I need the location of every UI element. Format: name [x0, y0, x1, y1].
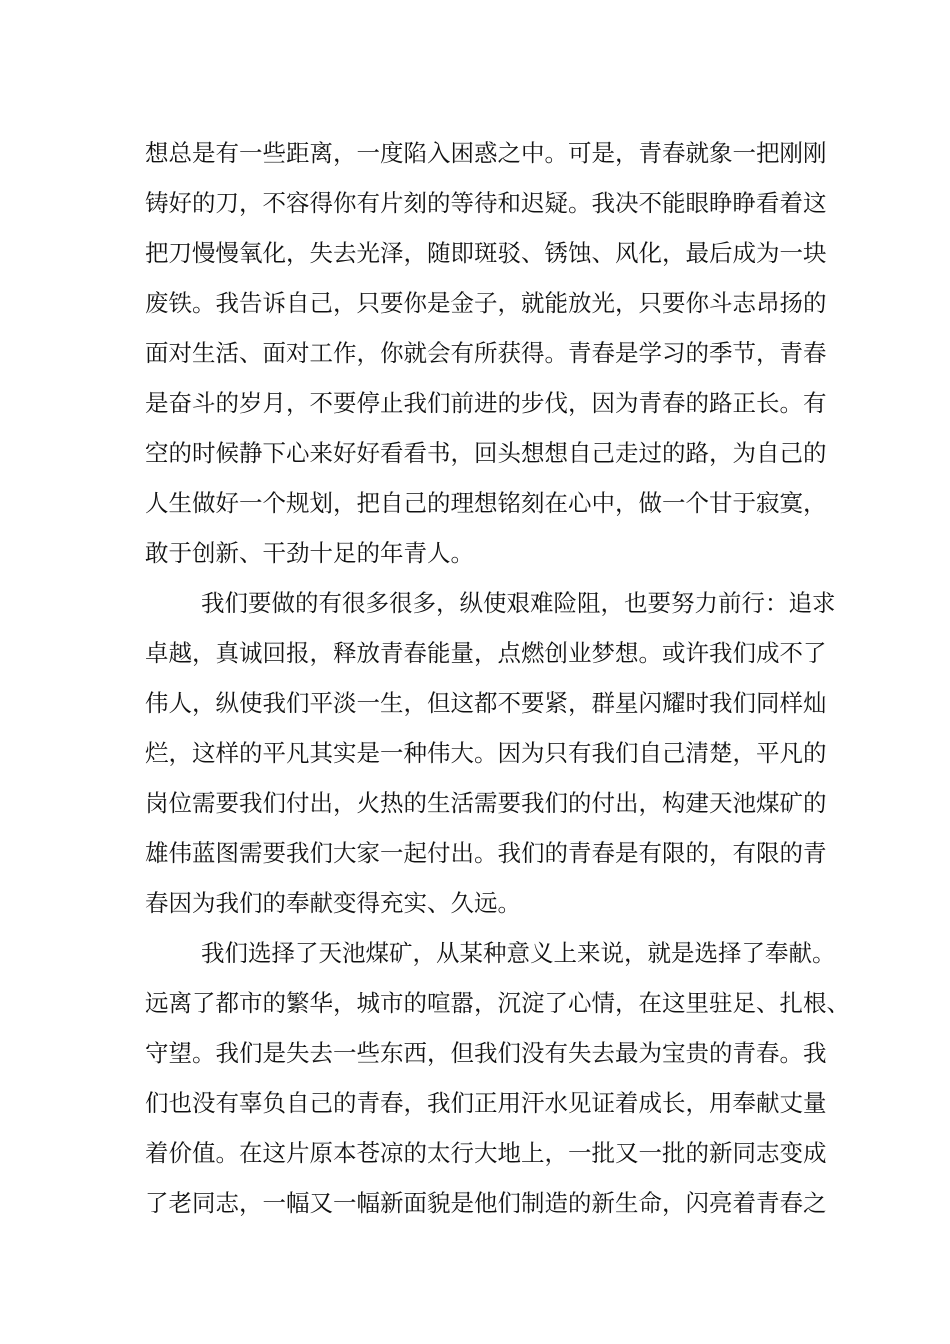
text-line: 面对生活、面对工作，你就会有所获得。青春是学习的季节，青春	[145, 339, 827, 367]
text-line: 着价值。在这片原本苍凉的太行大地上，一批又一批的新同志变成	[145, 1139, 827, 1167]
paragraph-3	[145, 928, 850, 1228]
text-line: 春因为我们的奉献变得充实、久远。	[145, 889, 521, 917]
text-line: 卓越，真诚回报，释放青春能量，点燃创业梦想。或许我们成不了	[145, 639, 827, 667]
text-line: 了老同志，一幅又一幅新面貌是他们制造的新生命，闪亮着青春之	[145, 1189, 827, 1217]
paragraph-1	[145, 128, 827, 578]
text-line: 废铁。我告诉自己，只要你是金子，就能放光，只要你斗志昂扬的	[145, 289, 827, 317]
text-line: 远离了都市的繁华，城市的喧嚣，沉淀了心情，在这里驻足、扎根、	[145, 989, 850, 1017]
text-line: 空的时候静下心来好好看看书，回头想想自己走过的路，为自己的	[145, 439, 827, 467]
text-line: 我们选择了天池煤矿，从某种意义上来说，就是选择了奉献。	[201, 939, 836, 967]
text-line: 铸好的刀，不容得你有片刻的等待和迟疑。我决不能眼睁睁看着这	[145, 189, 827, 217]
text-line: 是奋斗的岁月，不要停止我们前进的步伐，因为青春的路正长。有	[145, 389, 827, 417]
text-line: 雄伟蓝图需要我们大家一起付出。我们的青春是有限的，有限的青	[145, 839, 827, 867]
text-line: 守望。我们是失去一些东西，但我们没有失去最为宝贵的青春。我	[145, 1039, 827, 1067]
text-line: 想总是有一些距离，一度陷入困惑之中。可是，青春就象一把刚刚	[145, 139, 827, 167]
text-line: 伟人，纵使我们平淡一生，但这都不要紧，群星闪耀时我们同样灿	[145, 689, 827, 717]
body-text	[145, 128, 850, 1228]
text-line: 人生做好一个规划，把自己的理想铭刻在心中，做一个甘于寂寞，	[145, 489, 827, 517]
text-line: 岗位需要我们付出，火热的生活需要我们的付出，构建天池煤矿的	[145, 789, 827, 817]
text-line: 们也没有辜负自己的青春，我们正用汗水见证着成长，用奉献丈量	[145, 1089, 827, 1117]
text-line: 把刀慢慢氧化，失去光泽，随即斑驳、锈蚀、风化，最后成为一块	[145, 239, 827, 267]
text-line: 我们要做的有很多很多，纵使艰难险阻，也要努力前行：追求	[201, 589, 836, 617]
text-line: 烂，这样的平凡其实是一种伟大。因为只有我们自己清楚，平凡的	[145, 739, 827, 767]
text-line: 敢于创新、干劲十足的年青人。	[145, 539, 474, 567]
paragraph-2	[145, 578, 836, 928]
